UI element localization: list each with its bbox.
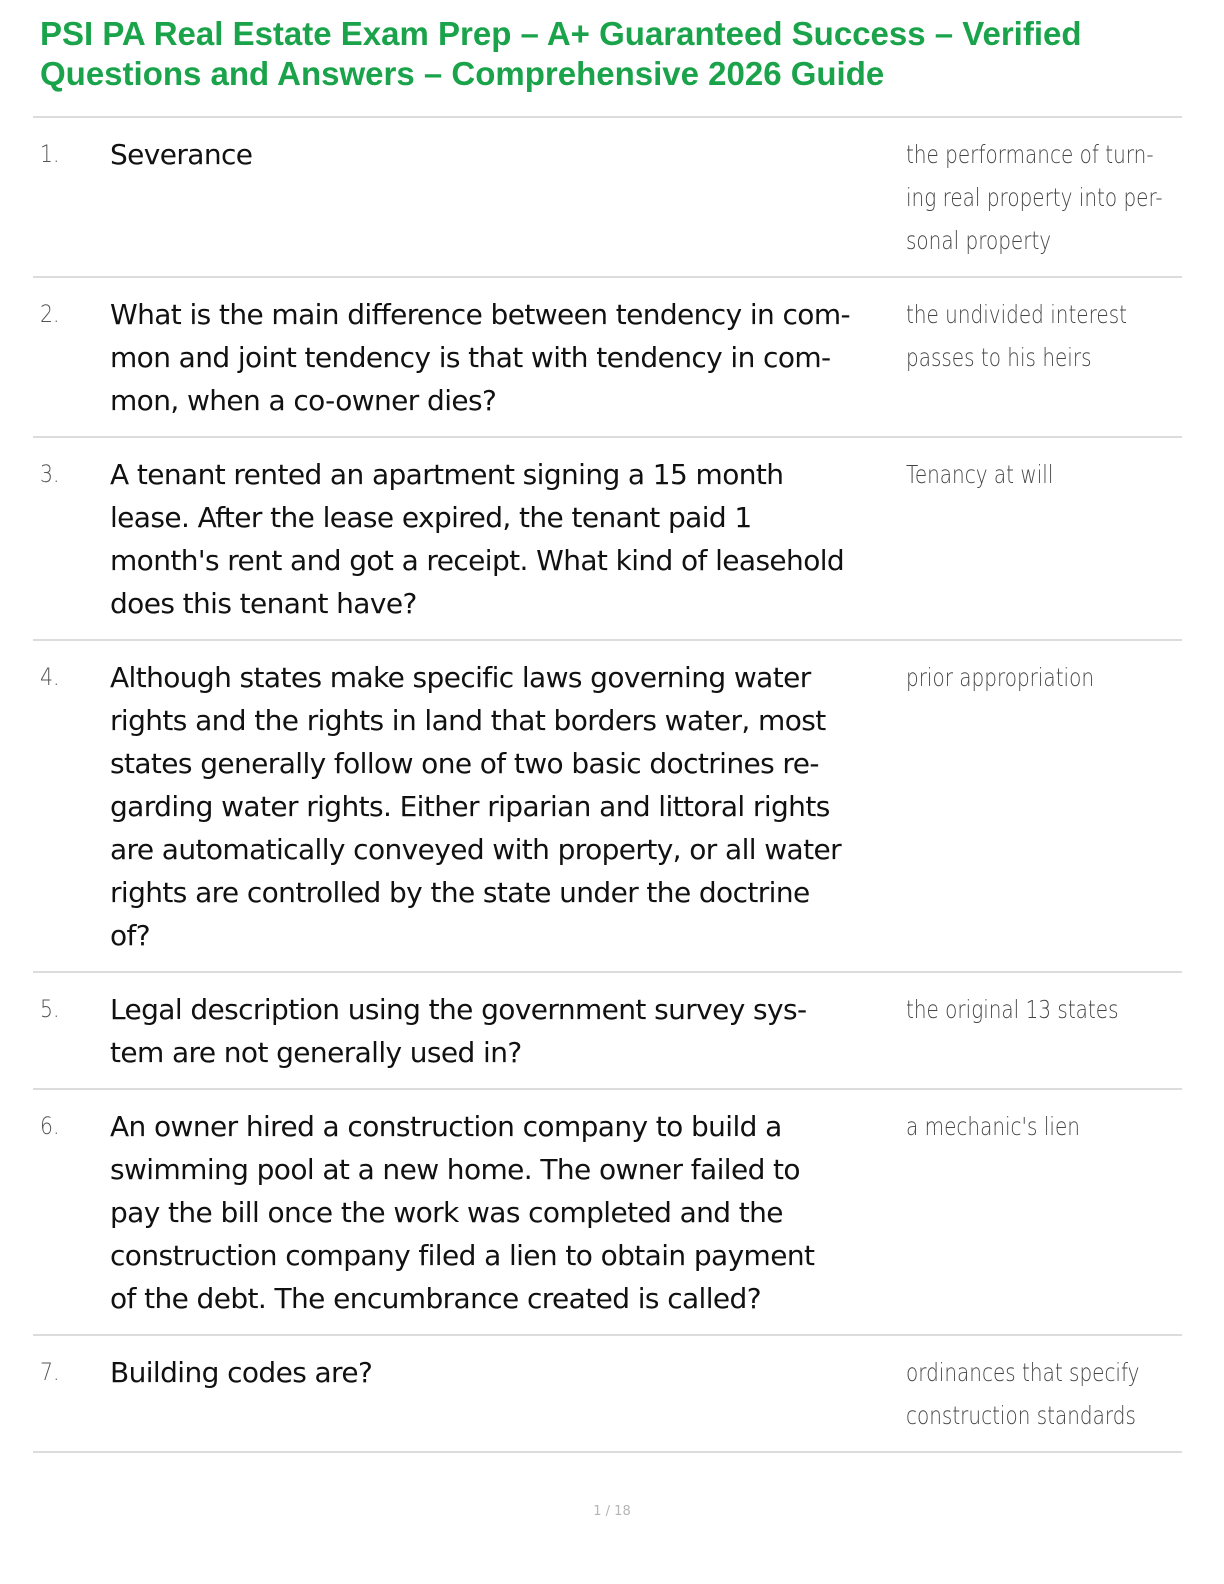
qa-item bbox=[33, 1090, 1182, 1336]
question-text: Building codes are? bbox=[110, 1356, 373, 1389]
qa-item bbox=[33, 118, 1182, 278]
question-number: 5. bbox=[40, 995, 60, 1023]
document-title: PSI PA Real Estate Exam Prep – A+ Guaranteed Success – Verified Questions and Answers – Comprehensive 2026 Guide bbox=[40, 15, 1082, 92]
question-text: Although states make specific laws governing water rights and the rights in land that borders water, most states generally follow one of two basic doctrines re- garding water rights. Either riparian and littoral rights are automatically conveyed with property, or all water rights are controlled by the state under the doctrine of? bbox=[110, 661, 842, 952]
question-text: What is the main difference between tendency in com- mon and joint tendency is that with tendency in com- mon, when a co-owner dies? bbox=[110, 298, 851, 417]
qa-list bbox=[33, 116, 1182, 1453]
answer-text: Tenancy at will bbox=[906, 460, 1054, 489]
qa-item bbox=[33, 1336, 1182, 1453]
answer-text: the performance of turn- ing real property into per- sonal property bbox=[906, 140, 1163, 255]
question-number: 7. bbox=[40, 1358, 60, 1386]
qa-item bbox=[33, 641, 1182, 973]
question-number: 2. bbox=[40, 300, 60, 328]
question-number: 3. bbox=[40, 460, 60, 488]
answer-text: ordinances that specify construction standards bbox=[906, 1358, 1140, 1430]
answer-text: the undivided interest passes to his heirs bbox=[906, 300, 1127, 372]
question-text: A tenant rented an apartment signing a 15 month lease. After the lease expired, the tenant paid 1 month's rent and got a receipt. What kind of leasehold does this tenant have? bbox=[110, 458, 845, 620]
answer-text: a mechanic's lien bbox=[906, 1112, 1080, 1141]
answer-text: prior appropriation bbox=[906, 663, 1094, 692]
question-number: 4. bbox=[40, 663, 60, 691]
question-text: Legal description using the government survey sys- tem are not generally used in? bbox=[110, 993, 807, 1069]
qa-item bbox=[33, 438, 1182, 641]
qa-item bbox=[33, 973, 1182, 1090]
qa-item bbox=[33, 278, 1182, 438]
question-number: 6. bbox=[40, 1112, 60, 1140]
question-text: An owner hired a construction company to build a swimming pool at a new home. The owner failed to pay the bill once the work was completed and the construction company filed a lien to obtain payment of the debt. The encumbrance created is called? bbox=[110, 1110, 815, 1315]
question-text: Severance bbox=[110, 138, 253, 171]
question-number: 1. bbox=[40, 140, 60, 168]
answer-text: the original 13 states bbox=[906, 995, 1119, 1024]
page-number: 1 / 18 bbox=[593, 1504, 631, 1519]
